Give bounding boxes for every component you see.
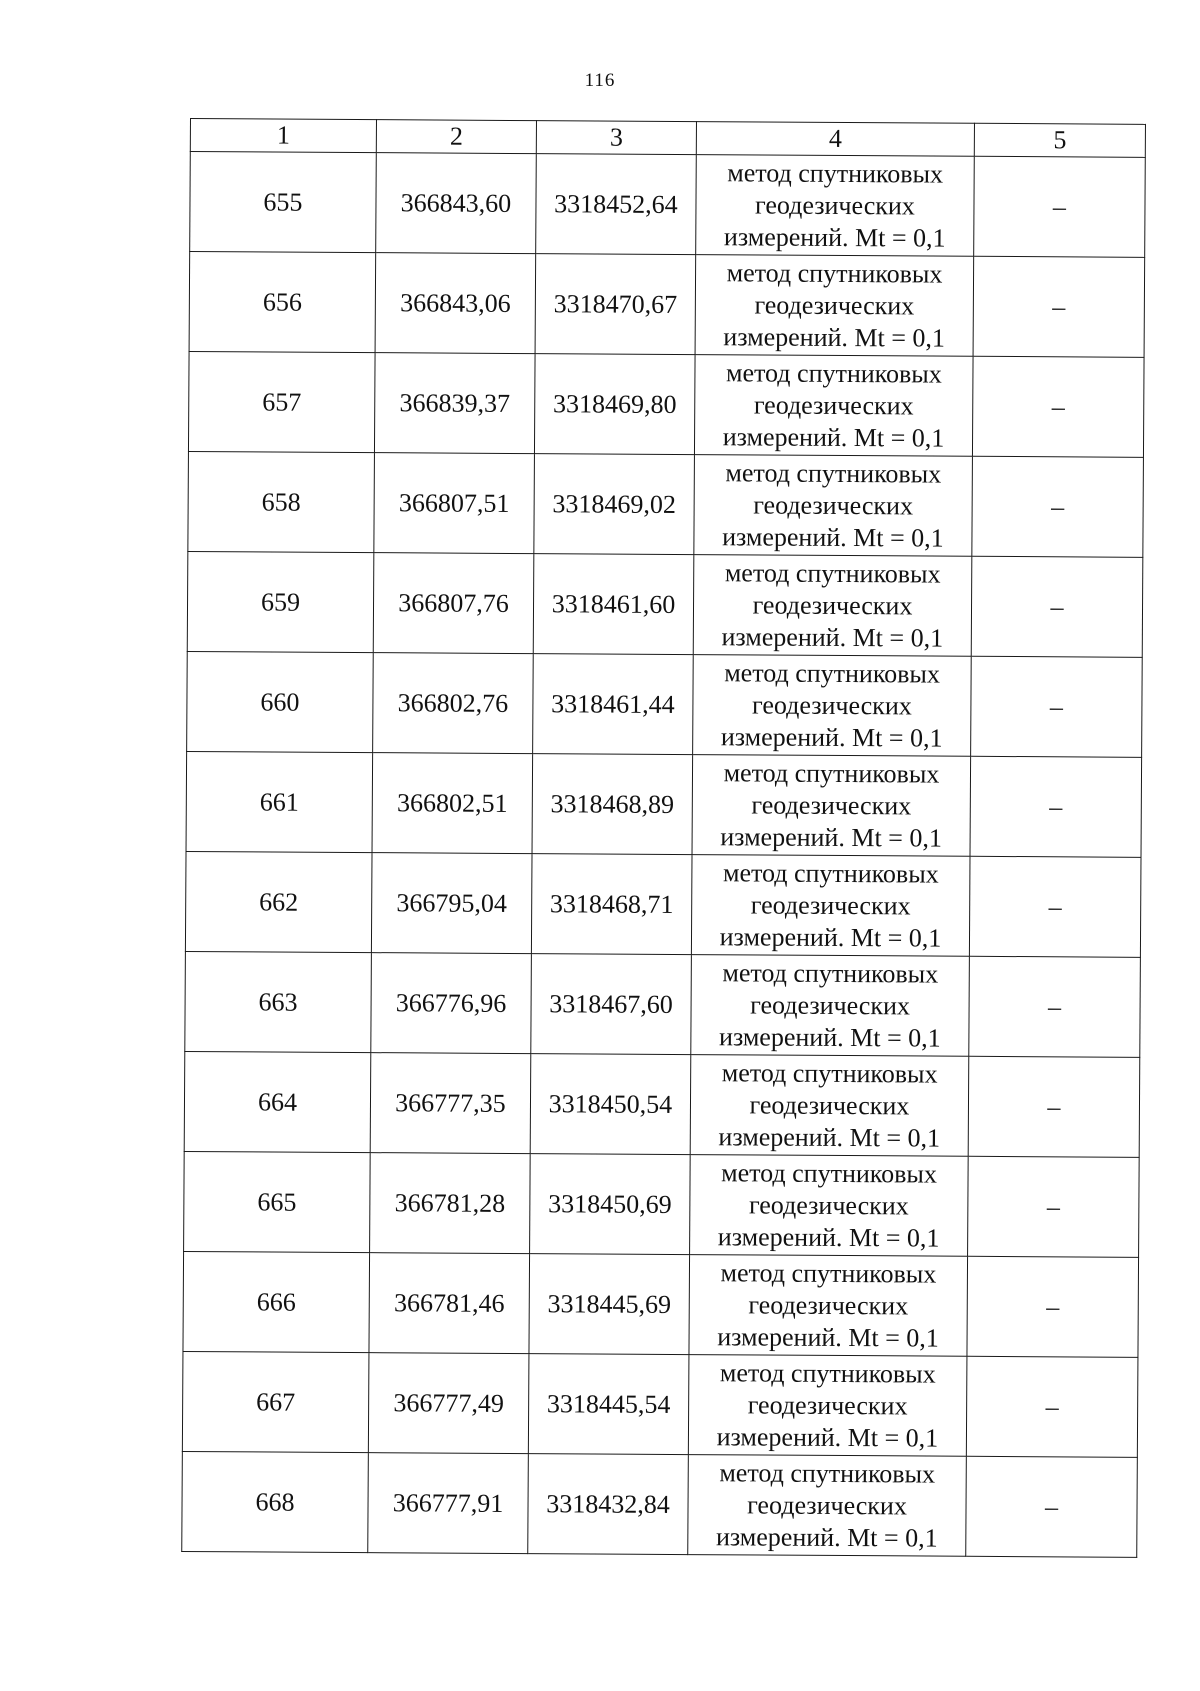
table-row — [190, 152, 1146, 258]
header-col-4: 4 — [696, 122, 974, 157]
point-number-cell: 663 — [185, 951, 372, 1052]
y-coordinate-cell: 3318450,69 — [530, 1154, 691, 1255]
x-coordinate-cell: 366777,49 — [368, 1353, 529, 1454]
method-cell: метод спутниковых геодезических измерений. Mt = 0,1 — [689, 1255, 968, 1357]
table-row — [183, 1251, 1139, 1357]
point-number-cell: 660 — [187, 651, 374, 752]
point-number-cell: 655 — [190, 152, 377, 253]
table-row — [189, 252, 1145, 358]
method-cell: метод спутниковых геодезических измерений. Mt = 0,1 — [688, 1355, 967, 1457]
table-row — [187, 551, 1143, 657]
note-cell: – — [974, 156, 1146, 257]
header-col-3: 3 — [536, 121, 696, 155]
table-row — [185, 851, 1141, 957]
x-coordinate-cell: 366795,04 — [371, 853, 532, 954]
point-number-cell: 666 — [183, 1251, 370, 1352]
y-coordinate-cell: 3318452,64 — [536, 154, 697, 255]
method-cell: метод спутниковых геодезических измерений. Mt = 0,1 — [695, 255, 974, 357]
y-coordinate-cell: 3318450,54 — [530, 1054, 691, 1155]
note-cell: – — [971, 656, 1143, 757]
note-cell: – — [969, 856, 1141, 957]
method-cell: метод спутниковых геодезических измерений. Mt = 0,1 — [688, 1455, 967, 1557]
note-cell: – — [971, 556, 1143, 657]
y-coordinate-cell: 3318461,60 — [533, 554, 694, 655]
x-coordinate-cell: 366807,76 — [373, 553, 534, 654]
table-row — [188, 351, 1144, 457]
y-coordinate-cell: 3318445,54 — [528, 1354, 689, 1455]
coordinates-table — [181, 118, 1146, 1558]
x-coordinate-cell: 366777,91 — [368, 1453, 529, 1554]
table-row — [184, 1151, 1140, 1257]
method-cell: метод спутниковых геодезических измерений. Mt = 0,1 — [694, 455, 973, 557]
page-number: 116 — [584, 70, 616, 91]
note-cell: – — [969, 956, 1141, 1057]
point-number-cell: 665 — [184, 1151, 371, 1252]
point-number-cell: 657 — [188, 351, 375, 452]
note-cell: – — [970, 756, 1142, 857]
method-cell: метод спутниковых геодезических измерений. Mt = 0,1 — [692, 755, 971, 857]
y-coordinate-cell: 3318468,71 — [531, 854, 692, 955]
point-number-cell: 661 — [186, 751, 373, 852]
x-coordinate-cell: 366776,96 — [371, 953, 532, 1054]
method-cell: метод спутниковых геодезических измерений. Mt = 0,1 — [691, 855, 970, 957]
x-coordinate-cell: 366781,46 — [369, 1253, 530, 1354]
header-col-2: 2 — [376, 120, 536, 154]
point-number-cell: 658 — [188, 451, 375, 552]
method-cell: метод спутниковых геодезических измерений. Mt = 0,1 — [690, 1055, 969, 1157]
point-number-cell: 664 — [184, 1051, 371, 1152]
method-cell: метод спутниковых геодезических измерений. Mt = 0,1 — [694, 355, 973, 457]
method-cell: метод спутниковых геодезических измерений. Mt = 0,1 — [693, 555, 972, 657]
note-cell: – — [967, 1256, 1139, 1357]
x-coordinate-cell: 366839,37 — [374, 353, 535, 454]
point-number-cell: 668 — [182, 1451, 369, 1552]
point-number-cell: 656 — [189, 252, 376, 353]
method-cell: метод спутниковых геодезических измерений. Mt = 0,1 — [693, 655, 972, 757]
y-coordinate-cell: 3318468,89 — [532, 754, 693, 855]
method-cell: метод спутниковых геодезических измерений. Mt = 0,1 — [691, 955, 970, 1057]
header-col-1: 1 — [190, 119, 376, 153]
note-cell: – — [968, 1156, 1140, 1257]
header-col-5: 5 — [974, 123, 1145, 157]
note-cell: – — [966, 1356, 1138, 1457]
note-cell: – — [968, 1056, 1140, 1157]
note-cell: – — [972, 456, 1144, 557]
y-coordinate-cell: 3318467,60 — [531, 954, 692, 1055]
y-coordinate-cell: 3318432,84 — [528, 1454, 689, 1555]
note-cell: – — [973, 256, 1145, 357]
table-row — [182, 1351, 1138, 1457]
x-coordinate-cell: 366807,51 — [374, 453, 535, 554]
point-number-cell: 662 — [185, 851, 372, 952]
method-cell: метод спутниковых геодезических измерений. Mt = 0,1 — [690, 1155, 969, 1257]
y-coordinate-cell: 3318469,80 — [534, 354, 695, 455]
table-row — [185, 951, 1141, 1057]
method-cell: метод спутниковых геодезических измерений. Mt = 0,1 — [696, 155, 975, 257]
note-cell: – — [966, 1456, 1138, 1557]
table-row — [182, 1451, 1138, 1557]
y-coordinate-cell: 3318461,44 — [533, 654, 694, 755]
table-row — [186, 751, 1142, 857]
table-row — [187, 651, 1143, 757]
x-coordinate-cell: 366777,35 — [370, 1053, 531, 1154]
x-coordinate-cell: 366781,28 — [370, 1153, 531, 1254]
y-coordinate-cell: 3318470,67 — [535, 254, 696, 355]
x-coordinate-cell: 366843,06 — [375, 253, 536, 354]
point-number-cell: 659 — [187, 551, 374, 652]
x-coordinate-cell: 366843,60 — [376, 153, 537, 254]
y-coordinate-cell: 3318469,02 — [534, 454, 695, 555]
y-coordinate-cell: 3318445,69 — [529, 1254, 690, 1355]
table-body — [182, 152, 1146, 1558]
x-coordinate-cell: 366802,51 — [372, 753, 533, 854]
point-number-cell: 667 — [182, 1351, 369, 1452]
note-cell: – — [972, 356, 1144, 457]
table-row — [188, 451, 1144, 557]
table-row — [184, 1051, 1140, 1157]
x-coordinate-cell: 366802,76 — [373, 653, 534, 754]
